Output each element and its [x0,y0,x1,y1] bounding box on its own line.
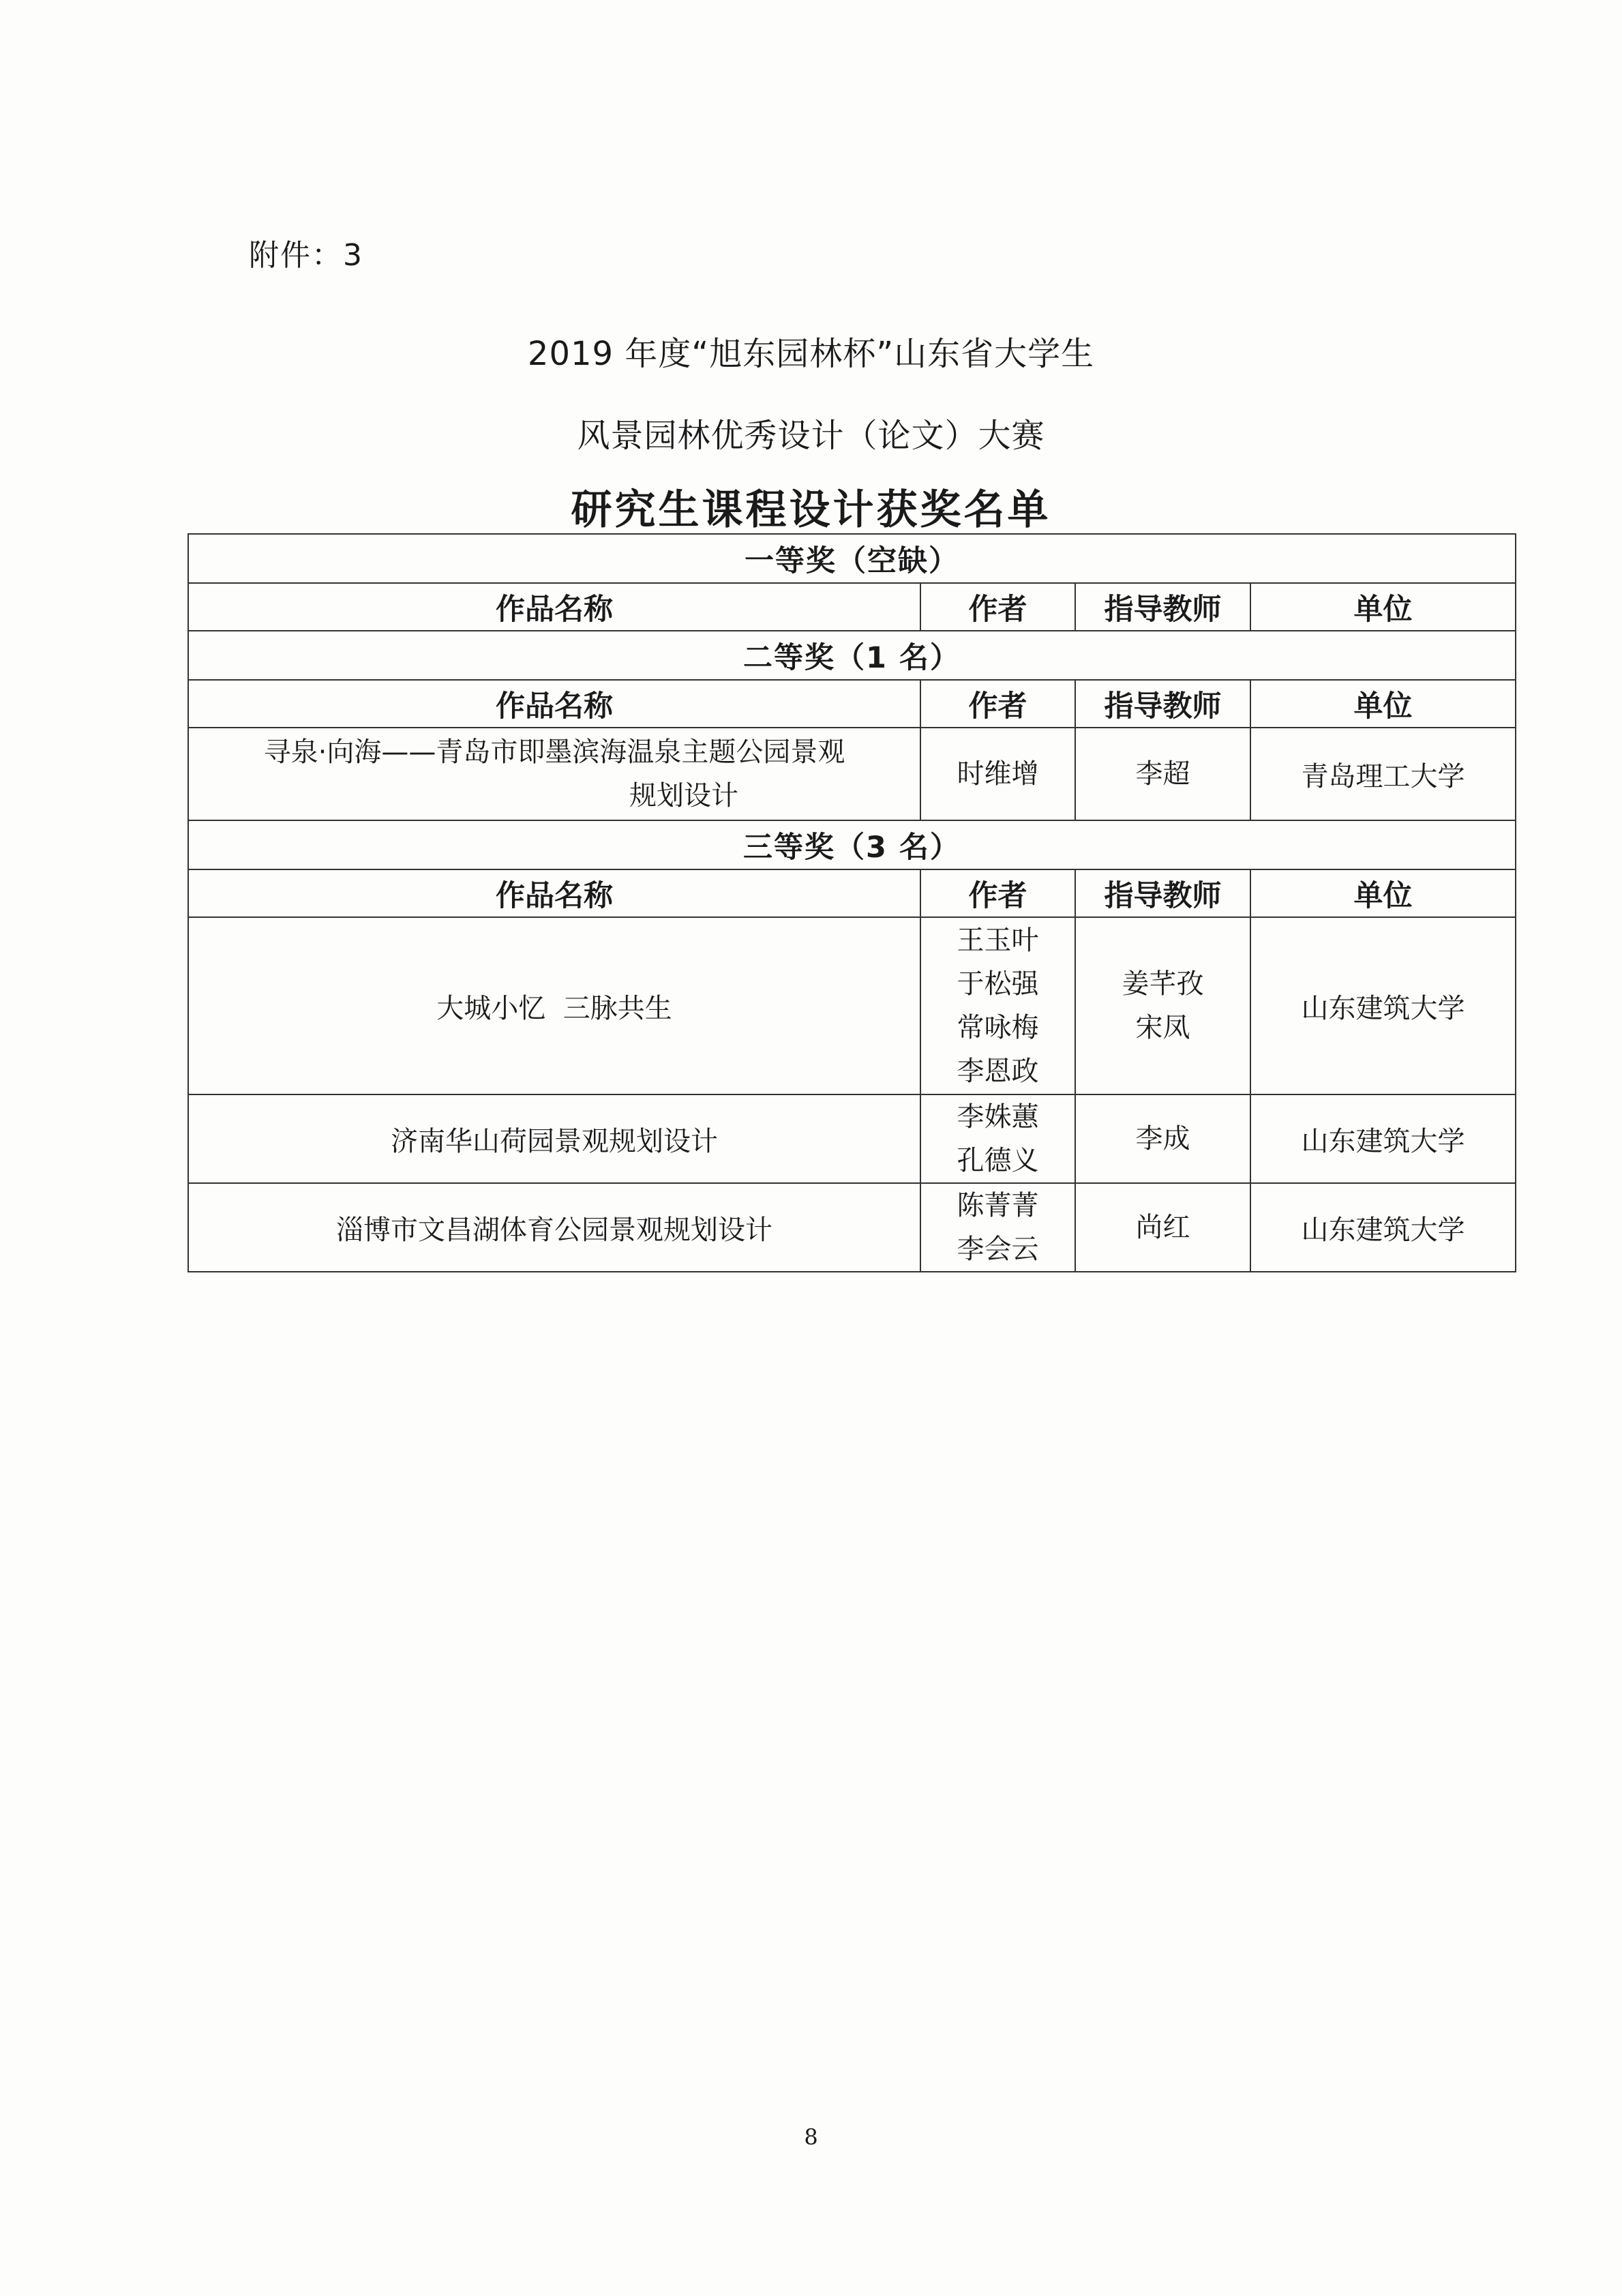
header-unit: 单位 [1250,869,1516,917]
section-third-prize [188,820,1516,869]
unit-cell: 山东建筑大学 [1250,917,1516,1094]
work-title: 济南华山荷园景观规划设计 [188,1094,920,1183]
author-cell [920,1183,1075,1272]
header-advisor: 指导教师 [1075,583,1250,631]
section-label-third: 三等奖（3 名） [188,820,1516,869]
header-advisor: 指导教师 [1075,680,1250,728]
awards-table [187,533,1516,1272]
author-name: 孔德义 [957,1145,1039,1176]
author-name: 王玉叶 [957,925,1039,956]
advisor-name: 李成 [1135,1123,1190,1154]
advisor-cell [1075,1094,1250,1183]
author-name: 李姝蕙 [957,1101,1039,1133]
section-second-prize [188,631,1516,680]
advisor-name: 宋凤 [1135,1012,1190,1043]
header-row [188,583,1516,631]
work-title: 淄博市文昌湖体育公园景观规划设计 [188,1183,920,1272]
section-label-second: 二等奖（1 名） [188,631,1516,680]
unit-cell: 山东建筑大学 [1250,1183,1516,1272]
section-first-prize [188,534,1516,583]
header-unit: 单位 [1250,583,1516,631]
author-name: 时维增 [957,758,1039,790]
header-row [188,680,1516,728]
header-work: 作品名称 [188,869,920,917]
unit-cell: 青岛理工大学 [1250,728,1516,820]
work-title-line: 寻泉·向海——青岛市即墨滨海温泉主题公园景观 [263,736,845,768]
attachment-label: 附件：3 [249,238,363,273]
header-author: 作者 [920,680,1075,728]
page-subtitle: 研究生课程设计获奖名单 [571,486,1051,534]
table-row [188,917,1516,1094]
author-cell [920,728,1075,820]
advisor-name: 李超 [1135,758,1190,790]
advisor-name: 尚红 [1135,1212,1190,1243]
author-name: 李会云 [957,1234,1039,1265]
advisor-cell [1075,1183,1250,1272]
header-row [188,869,1516,917]
header-author: 作者 [920,583,1075,631]
author-cell [920,1094,1075,1183]
author-name: 常咏梅 [957,1012,1039,1043]
page-number: 8 [804,2124,818,2150]
header-author: 作者 [920,869,1075,917]
title-line-1: 2019 年度“旭东园林杯”山东省大学生 [527,335,1095,373]
author-name: 陈菁菁 [957,1190,1039,1221]
table-row [188,1183,1516,1272]
author-name: 于松强 [957,968,1039,1000]
work-title-line: 规划设计 [629,780,738,811]
table-row [188,728,1516,820]
work-title: 大城小忆 三脉共生 [188,917,920,1094]
title-line-2: 风景园林优秀设计（论文）大赛 [577,417,1045,455]
author-name: 李恩政 [957,1056,1039,1087]
unit-cell: 山东建筑大学 [1250,1094,1516,1183]
header-work: 作品名称 [188,680,920,728]
header-advisor: 指导教师 [1075,869,1250,917]
author-cell [920,917,1075,1094]
table-row [188,1094,1516,1183]
section-label-first: 一等奖（空缺） [188,534,1516,583]
advisor-cell [1075,728,1250,820]
header-unit: 单位 [1250,680,1516,728]
header-work: 作品名称 [188,583,920,631]
work-title [188,728,920,820]
advisor-cell [1075,917,1250,1094]
advisor-name: 姜芊孜 [1122,968,1204,1000]
